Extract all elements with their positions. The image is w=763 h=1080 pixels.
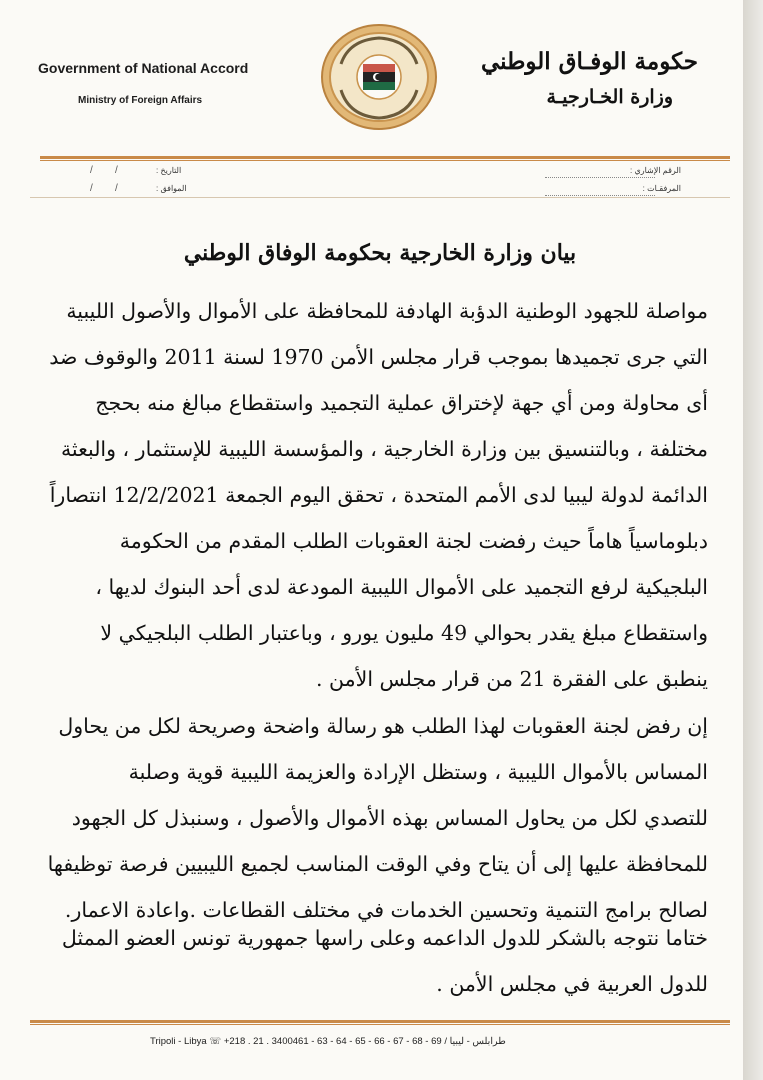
reference-number-field — [545, 176, 655, 178]
statement-line: إن رفض لجنة العقوبات لهذا الطلب هو رسالة واضحة وصريحة لكل من يحاول — [58, 714, 708, 738]
statement-line: للتصدي لكل من يحاول المساس بهذه الأموال والأصول ، وسنبذل كل الجهود — [71, 806, 708, 830]
header-rule — [40, 156, 730, 159]
statement-line: البلجيكية لرفع التجميد على الأموال الليبية المودعة لدى أحد البنوك لديها ، — [95, 575, 708, 599]
statement-line: التي جرى تجميدها بموجب قرار مجلس الأمن 1970 لسنة 2011 والوقوف ضد — [49, 345, 708, 369]
attachments-field — [545, 194, 655, 196]
corresponding-date-label: الموافق : — [156, 184, 187, 193]
header-arabic-title: حكومة الوفـاق الوطني — [480, 48, 698, 75]
statement-line: ختاما نتوجه بالشكر للدول الداعمه وعلى راسها جمهورية تونس العضو الممثل — [61, 926, 708, 950]
statement-line: واستقطاع مبلغ يقدر بحوالي 49 مليون يورو ، وباعتبار الطلب البلجيكي لا — [100, 621, 708, 645]
statement-line: مختلفة ، وبالتنسيق بين وزارة الخارجية ، والمؤسسة الليبية للإستثمار ، والبعثة — [60, 437, 708, 461]
statement-line: دبلوماسياً هاماً حيث رفضت لجنة العقوبات الطلب المقدم من الحكومة — [119, 529, 708, 553]
statement-paragraph-3 — [48, 915, 708, 1007]
statement-line: لصالح برامج التنمية وتحسين الخدمات في مختلف القطاعات .واعادة الاعمار. — [64, 898, 708, 922]
statement-line: الدائمة لدولة ليبيا لدى الأمم المتحدة ، تحقق اليوم الجمعة 12/2/2021 انتصاراً — [49, 483, 708, 507]
header-arabic-subtitle: وزارة الخـارجيـة — [546, 86, 673, 108]
corresponding-date-separator: / / — [90, 183, 118, 194]
page-edge — [743, 0, 763, 1080]
date-label: التاريخ : — [156, 166, 182, 175]
header-rule-thin — [40, 160, 730, 161]
statement-paragraph-1 — [48, 288, 708, 702]
footer-rule-thin — [30, 1024, 730, 1025]
header-english-title: Government of National Accord — [38, 60, 249, 76]
emblem-seal-icon — [319, 22, 439, 132]
footer-address: Tripoli - Libya ☏ +218 . 21 . 3400461 - 63 - 64 - 65 - 66 - 67 - 68 - 69 / طرابلس - ليبيا — [150, 1036, 506, 1047]
statement-line: ينطبق على الفقرة 21 من قرار مجلس الأمن . — [316, 667, 708, 691]
statement-line: أى محاولة ومن أي جهة لإختراق عملية التجميد واستقطاع مبالغ منه بحجج — [95, 391, 708, 415]
meta-divider — [30, 197, 730, 198]
attachments-label: المرفقـات : — [642, 184, 681, 193]
date-separator: / / — [90, 165, 118, 176]
statement-line: المساس بالأموال الليبية ، وستظل الإرادة والعزيمة الليبية قوية وصلبة — [128, 760, 708, 784]
statement-line: للدول العربية في مجلس الأمن . — [436, 972, 708, 996]
reference-number-label: الرقم الإشاري : — [630, 166, 681, 175]
footer-rule — [30, 1020, 730, 1023]
statement-paragraph-2 — [48, 703, 708, 933]
statement-line: مواصلة للجهود الوطنية الدؤبة الهادفة للمحافظة على الأموال والأصول الليبية — [66, 299, 708, 323]
statement-title: بيان وزارة الخارجية بحكومة الوفاق الوطني — [183, 240, 577, 266]
header-english-subtitle: Ministry of Foreign Affairs — [78, 95, 203, 106]
statement-line: للمحافظة عليها إلى أن يتاح وفي الوقت المناسب لجميع الليبيين فرصة توظيفها — [48, 852, 708, 876]
